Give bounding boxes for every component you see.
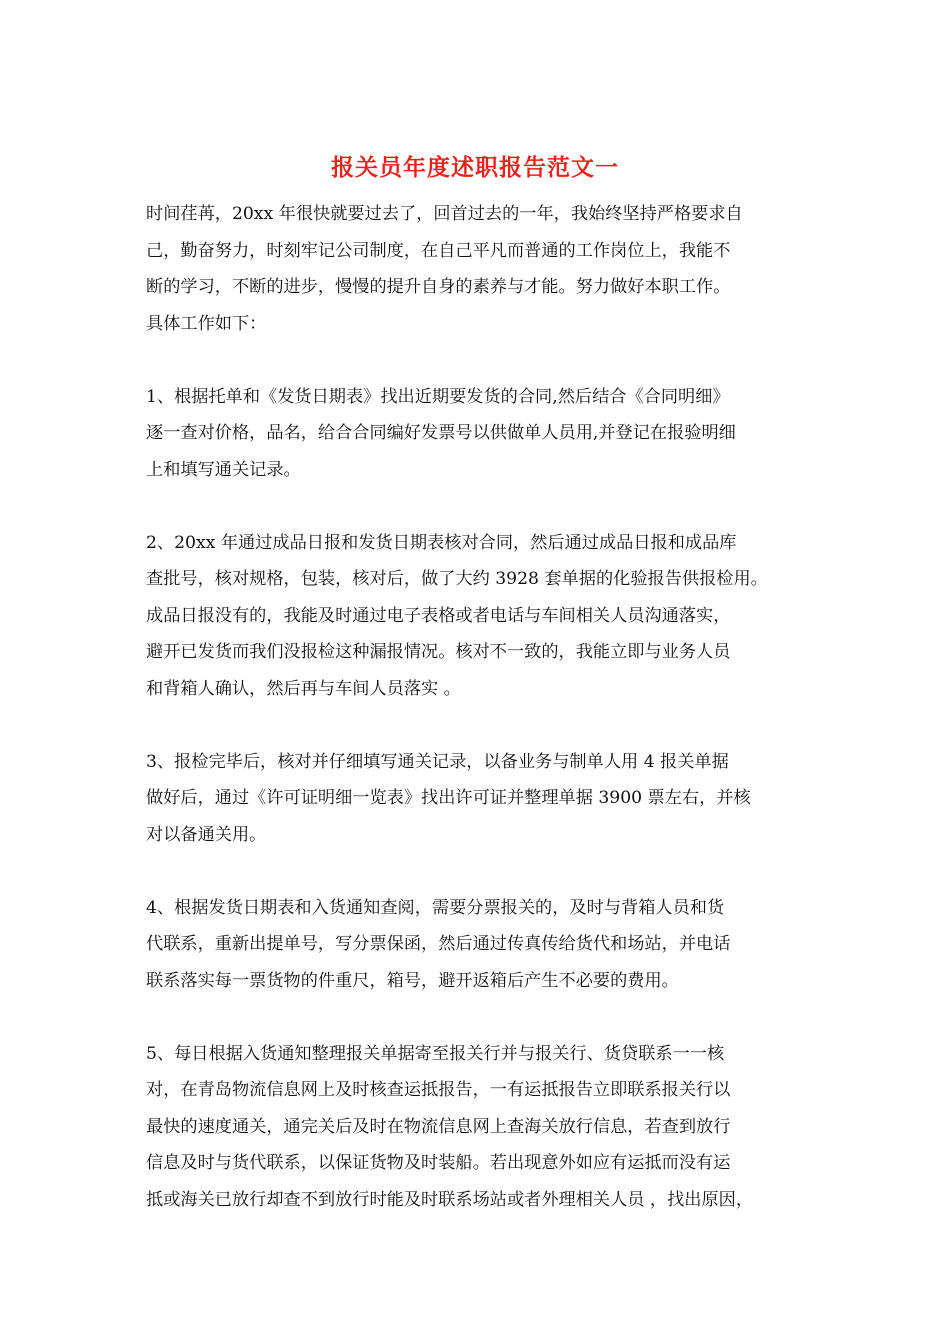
paragraph-spacer <box>146 488 826 525</box>
text-line: 己，勤奋努力，时刻牢记公司制度，在自己平凡而普通的工作岗位上，我能不 <box>146 240 731 261</box>
text-line: 对以备通关用。 <box>146 824 267 845</box>
text-line: 断的学习，不断的进步，慢慢的提升自身的素养与才能。努力做好本职工作。 <box>146 277 731 297</box>
text-line: 代联系，重新出提单号，写分票保函，然后通过传真传给货代和场站，并电话 <box>146 934 731 954</box>
text-line: 逐一查对价格，品名，给合合同编好发票号以供做单人员用,并登记在报验明细 <box>146 423 736 443</box>
paragraph-spacer <box>146 342 826 379</box>
text-line: 对，在青岛物流信息网上及时核查运抵报告，一有运抵报告立即联系报关行以 <box>146 1080 731 1100</box>
text-line: 上和填写通关记录。 <box>146 459 301 480</box>
text-line: 具体工作如下： <box>146 313 267 334</box>
document-body <box>146 196 826 1218</box>
text-line: 做好后，通过《许可证明细一览表》找出许可证并整理单据 3900 票左右，并核 <box>146 788 751 808</box>
text-line: 信息及时与货代联系，以保证货物及时装船。若出现意外如应有运抵而没有运 <box>146 1153 731 1173</box>
text-line: 抵或海关已放行却查不到放行时能及时联系场站或者外理相关人员 ，找出原因， <box>146 1189 754 1210</box>
paragraph-item-1 <box>146 379 826 489</box>
document-title: 报关员年度述职报告范文一 <box>331 154 619 181</box>
paragraph-item-3 <box>146 744 826 854</box>
text-line: 5、每日根据入货通知整理报关单据寄至报关行并与报关行、货贷联系一一核 <box>146 1043 725 1064</box>
text-line: 4、根据发货日期表和入货通知查阅，需要分票报关的，及时与背箱人员和货 <box>146 897 725 918</box>
paragraph-item-5 <box>146 1036 826 1219</box>
text-line: 成品日报没有的，我能及时通过电子表格或者电话与车间相关人员沟通落实， <box>146 605 731 626</box>
text-line: 联系落实每一票货物的件重尺，箱号，避开返箱后产生不必要的费用。 <box>146 970 679 991</box>
paragraph-spacer <box>146 707 826 744</box>
text-line: 3、报检完毕后，核对并仔细填写通关记录，以备业务与制单人用 4 报关单据 <box>146 751 729 772</box>
text-line: 时间荏苒，20xx 年很快就要过去了，回首过去的一年，我始终坚持严格要求自 <box>146 204 743 224</box>
paragraph-intro <box>146 196 826 342</box>
paragraph-spacer <box>146 853 826 890</box>
paragraph-spacer <box>146 999 826 1036</box>
text-line: 和背箱人确认，然后再与车间人员落实 。 <box>146 678 461 699</box>
text-line: 1、根据托单和《发货日期表》找出近期要发货的合同,然后结合《合同明细》 <box>146 386 730 407</box>
text-line: 查批号，核对规格，包装，核对后，做了大约 3928 套单据的化验报告供报检用。 <box>146 569 768 589</box>
paragraph-item-4 <box>146 890 826 1000</box>
text-line: 2、20xx 年通过成品日报和发货日期表核对合同，然后通过成品日报和成品库 <box>146 532 737 553</box>
text-line: 最快的速度通关，通完关后及时在物流信息网上查海关放行信息，若查到放行 <box>146 1116 731 1137</box>
paragraph-item-2 <box>146 525 826 708</box>
text-line: 避开已发货而我们没报检这种漏报情况。核对不一致的，我能立即与业务人员 <box>146 642 731 662</box>
